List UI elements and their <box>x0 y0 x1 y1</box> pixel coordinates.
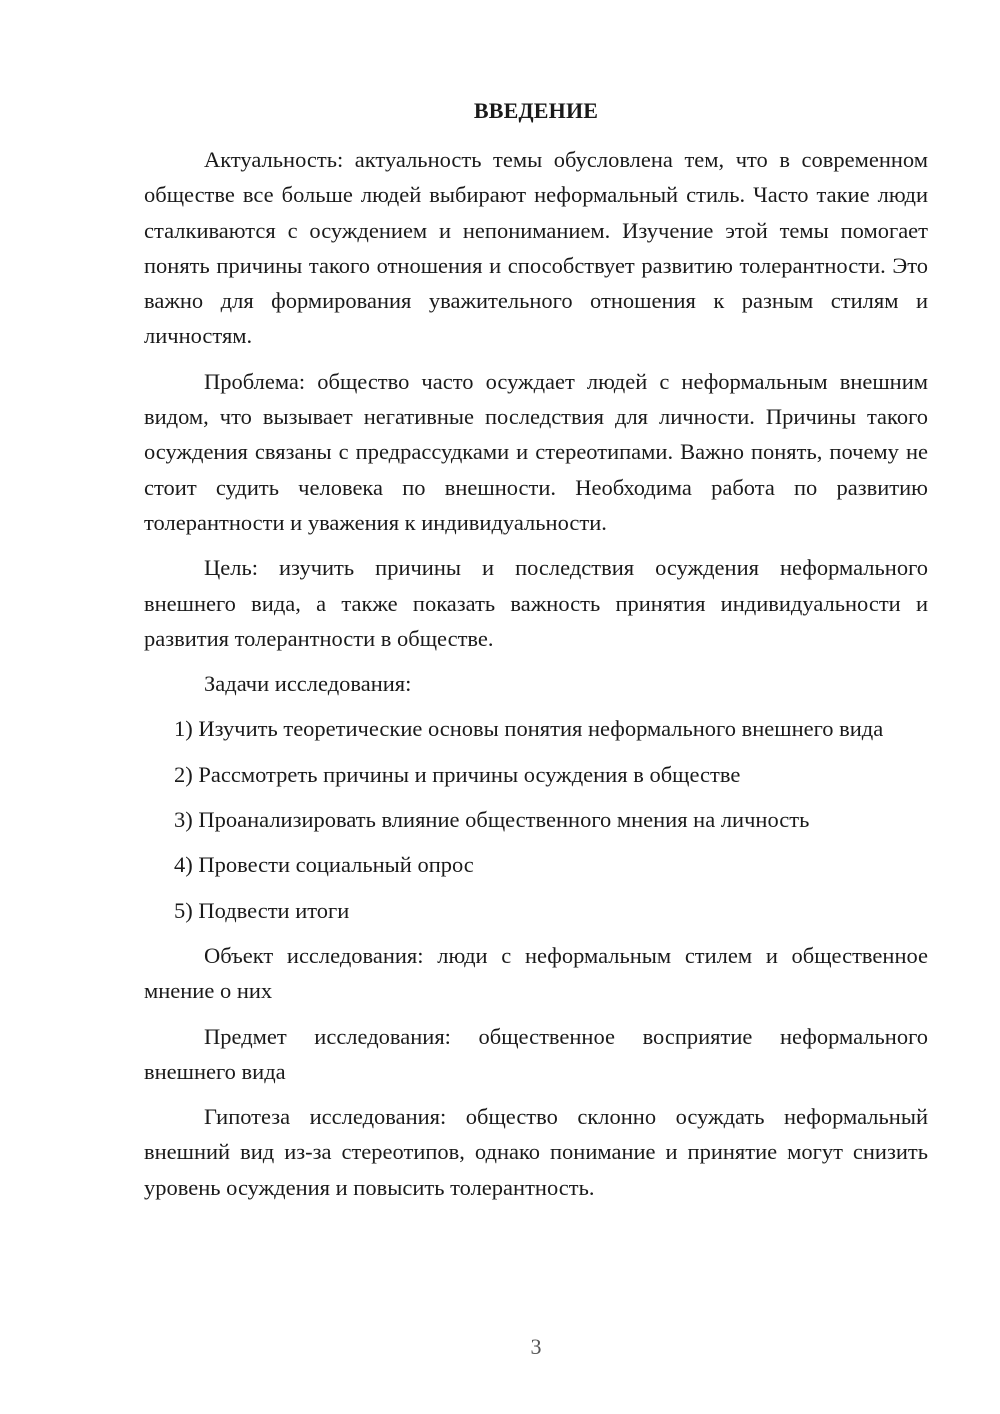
task-item-4: 4) Провести социальный опрос <box>174 852 474 878</box>
task-item-2: 2) Рассмотреть причины и причины осуждения в обществе <box>174 761 741 787</box>
document-body <box>144 142 928 1215</box>
subject-paragraph: Предмет исследования: общественное восприятие неформального внешнего вида <box>144 1023 928 1084</box>
task-item-5: 5) Подвести итоги <box>174 897 350 923</box>
problem-paragraph: Проблема: общество часто осуждает людей с неформальным внешним видом, что вызывает негативные последствия для личности. Причины такого осуждения связаны с предрассудками и стереотипами. Важно понять, почему не стоит судить человека по внешности. Необходима работа по развитию толерантности и уважения к индивидуальности. <box>144 368 928 535</box>
page-number: 3 <box>530 1334 542 1359</box>
section-title: ВВЕДЕНИЕ <box>473 98 599 123</box>
goal-paragraph: Цель: изучить причины и последствия осуждения неформального внешнего вида, а также показать важность принятия индивидуальности и развития толерантности в обществе. <box>144 555 928 651</box>
task-item-1: 1) Изучить теоретические основы понятия неформального внешнего вида <box>174 716 884 742</box>
hypothesis-paragraph: Гипотеза исследования: общество склонно осуждать неформальный внешний вид из-за стереотипов, однако понимание и принятие могут снизить уровень осуждения и повысить толерантность. <box>144 1104 928 1200</box>
task-item-3: 3) Проанализировать влияние общественного мнения на личность <box>174 807 810 833</box>
tasks-heading: Задачи исследования: <box>204 671 412 697</box>
object-paragraph: Объект исследования: люди с неформальным стилем и общественное мнение о них <box>144 942 928 1004</box>
relevance-paragraph: Актуальность: актуальность темы обусловлена тем, что в современном обществе все больше людей выбирают неформальный стиль. Часто такие люди сталкиваются с осуждением и непониманием. Изучение этой темы помогает понять причины такого отношения и способствует развитию толерантности. Это важно для формирования уважительного отношения к разным стилям и личностям. <box>144 147 928 349</box>
